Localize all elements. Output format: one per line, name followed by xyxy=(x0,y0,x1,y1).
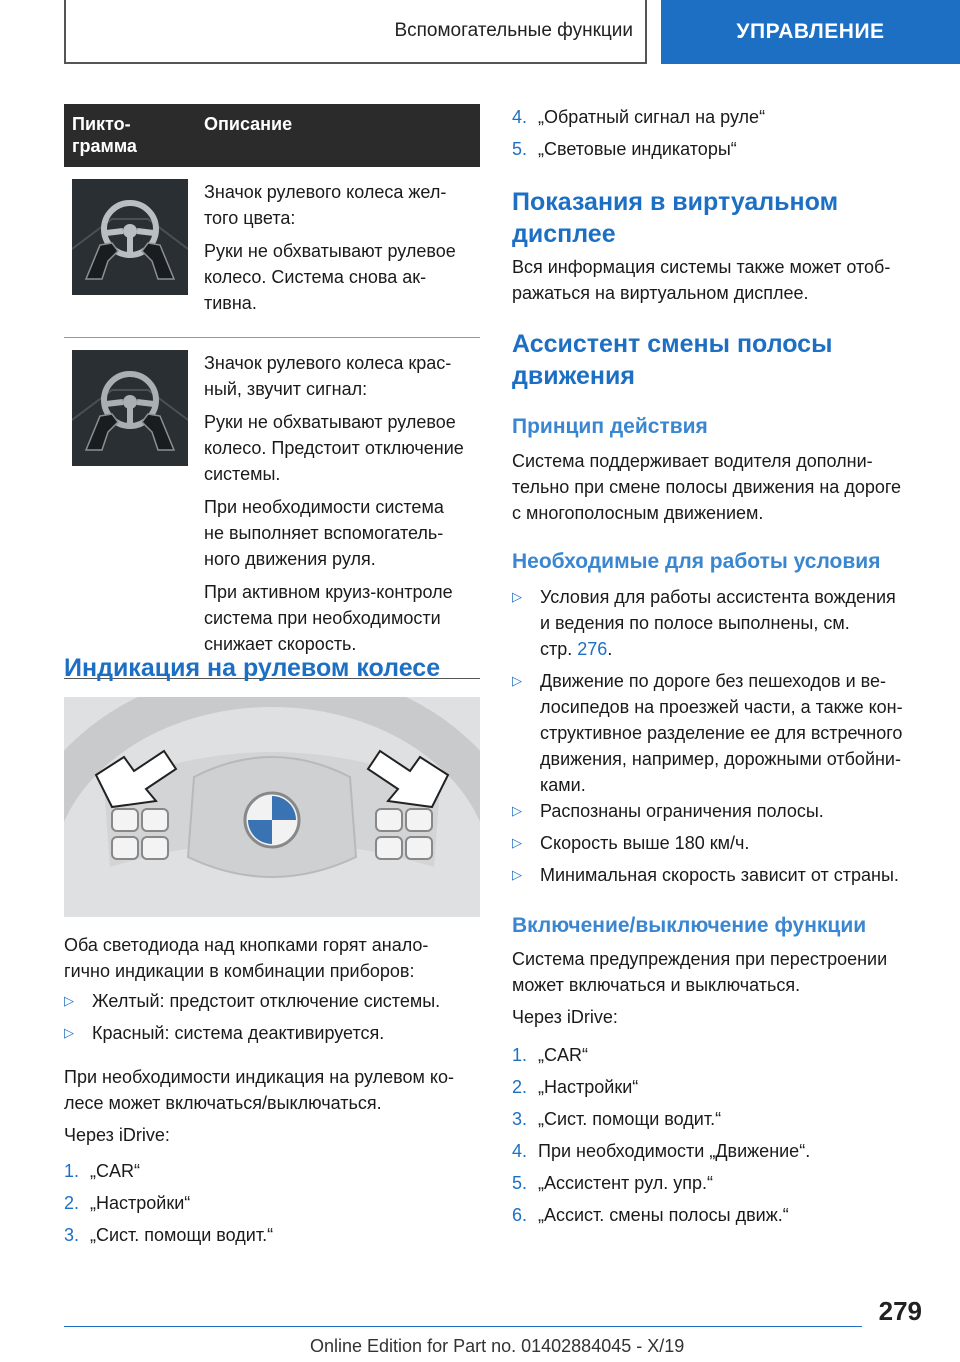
list-item-text: . xyxy=(607,639,613,659)
list-item xyxy=(512,136,737,162)
list-item xyxy=(512,1170,713,1196)
step-number: 3. xyxy=(64,1225,80,1245)
steering-wheel-image xyxy=(64,697,480,917)
step-text: „CAR“ xyxy=(90,1161,140,1181)
step-number: 6. xyxy=(512,1205,528,1225)
steering-wheel-red-icon xyxy=(72,350,188,466)
table-row xyxy=(64,338,480,679)
table-cell-pictogram xyxy=(64,167,196,338)
paragraph: Система поддерживает водителя дополни- тельно при смене полосы движения на дороге с многополосным движением. xyxy=(512,451,902,523)
description-text: Значок рулевого колеса жел- того цвета: xyxy=(204,182,447,228)
step-text: „Настройки“ xyxy=(90,1193,191,1213)
list-item xyxy=(64,988,440,1014)
list-item xyxy=(512,668,903,798)
table-header-description: Описание xyxy=(196,104,480,167)
step-text: „CAR“ xyxy=(538,1045,588,1065)
description-text: Руки не обхватывают рулевое колесо. Предстоит отключение системы. xyxy=(204,412,464,484)
step-text: „Сист. помощи водит.“ xyxy=(538,1109,722,1129)
step-text: „Световые индикаторы“ xyxy=(538,139,737,159)
triangle-bullet-icon: ▷ xyxy=(64,993,74,1008)
header-section-label: Вспомогательные функции xyxy=(394,20,633,41)
list-item xyxy=(512,1106,721,1132)
list-item-text: Движение по дороге без пешеходов и ве- лосипедов на проезжей части, а также кон- структивное разделение ее для встречного движения, например, дорожными отбойни- ками. xyxy=(540,671,903,795)
header-section xyxy=(64,0,647,64)
step-text: „Сист. помощи водит.“ xyxy=(90,1225,274,1245)
heading-on-off: Включение/выключение функции xyxy=(512,914,867,937)
step-text: „Обратный сигнал на руле“ xyxy=(538,107,766,127)
step-number: 3. xyxy=(512,1109,528,1129)
heading-lane-assistant: Ассистент смены полосы движения xyxy=(512,330,833,390)
list-item xyxy=(64,1222,273,1248)
triangle-bullet-icon: ▷ xyxy=(512,803,522,818)
list-item xyxy=(512,1202,789,1228)
table-row xyxy=(64,167,480,338)
steering-wheel-photo xyxy=(64,697,480,917)
step-number: 4. xyxy=(512,1141,528,1161)
list-item-text: Минимальная скорость зависит от страны. xyxy=(540,865,899,885)
list-item xyxy=(512,1042,588,1068)
triangle-bullet-icon: ▷ xyxy=(512,589,522,604)
list-item-text: Желтый: предстоит отключение системы. xyxy=(92,991,441,1011)
list-item xyxy=(64,1020,384,1046)
list-item xyxy=(64,1190,190,1216)
step-number: 4. xyxy=(512,107,528,127)
list-item xyxy=(512,862,899,888)
paragraph: Вся информация системы также может отоб- ражаться на виртуальном дисплее. xyxy=(512,257,891,303)
page-number: 279 xyxy=(878,1296,922,1326)
list-item xyxy=(512,584,896,662)
triangle-bullet-icon: ▷ xyxy=(512,867,522,882)
step-number: 1. xyxy=(512,1045,528,1065)
paragraph: Через iDrive: xyxy=(512,1007,618,1027)
paragraph: Система предупреждения при перестроении может включаться и выключаться. xyxy=(512,949,888,995)
step-text: „Ассист. смены полосы движ.“ xyxy=(538,1205,789,1225)
paragraph: Через iDrive: xyxy=(64,1125,170,1145)
step-text: При необходимости „Движение“. xyxy=(538,1141,811,1161)
list-item-text: Распознаны ограничения полосы. xyxy=(540,801,824,821)
step-number: 1. xyxy=(64,1161,80,1181)
step-number: 5. xyxy=(512,1173,528,1193)
edition-text: Online Edition for Part no. 01402884045 - X/19 xyxy=(310,1336,685,1356)
steering-wheel-yellow-icon xyxy=(72,179,188,295)
triangle-bullet-icon: ▷ xyxy=(512,835,522,850)
step-text: „Ассистент рул. упр.“ xyxy=(538,1173,713,1193)
pictogram-table xyxy=(64,104,480,679)
header-chapter-label: УПРАВЛЕНИЕ xyxy=(736,20,885,43)
footer-divider xyxy=(64,1326,862,1327)
page-link[interactable]: 276 xyxy=(577,639,608,659)
description-text: Значок рулевого колеса крас- ный, звучит сигнал: xyxy=(204,353,452,399)
description-text: Руки не обхватывают рулевое колесо. Система снова ак- тивна. xyxy=(204,241,456,313)
heading-steering-indication: Индикация на рулевом колесе xyxy=(64,654,441,682)
list-item xyxy=(512,798,824,824)
list-item xyxy=(512,1074,638,1100)
step-text: „Настройки“ xyxy=(538,1077,639,1097)
heading-virtual-display: Показания в виртуальном дисплее xyxy=(512,188,839,248)
list-item-text: Условия для работы ассистента вождения и ведения по полосе выполнены, см. стр. xyxy=(540,587,896,659)
list-item-text: Красный: система деактивируется. xyxy=(92,1023,385,1043)
description-text: При необходимости система не выполняет вспомогатель- ного движения руля. xyxy=(204,497,444,569)
triangle-bullet-icon: ▷ xyxy=(64,1025,74,1040)
step-number: 2. xyxy=(512,1077,528,1097)
step-number: 2. xyxy=(64,1193,80,1213)
table-header-pictogram: Пикто- грамма xyxy=(64,104,196,167)
paragraph: Оба светодиода над кнопками горят анало- гично индикации в комбинации приборов: xyxy=(64,935,429,981)
table-cell-description xyxy=(196,167,480,338)
table-cell-pictogram xyxy=(64,338,196,679)
description-text: При активном круиз-контроле система при необходимости снижает скорость. xyxy=(204,582,453,654)
heading-conditions: Необходимые для работы условия xyxy=(512,550,881,573)
header-chapter xyxy=(661,0,960,64)
paragraph: При необходимости индикация на рулевом ко- лесе может включаться/выключаться. xyxy=(64,1067,454,1113)
heading-principle: Принцип действия xyxy=(512,415,708,438)
list-item xyxy=(512,830,749,856)
list-item xyxy=(512,1138,810,1164)
step-number: 5. xyxy=(512,139,528,159)
triangle-bullet-icon: ▷ xyxy=(512,673,522,688)
list-item xyxy=(64,1158,140,1184)
list-item xyxy=(512,104,765,130)
table-cell-description xyxy=(196,338,480,679)
list-item-text: Скорость выше 180 км/ч. xyxy=(540,833,750,853)
